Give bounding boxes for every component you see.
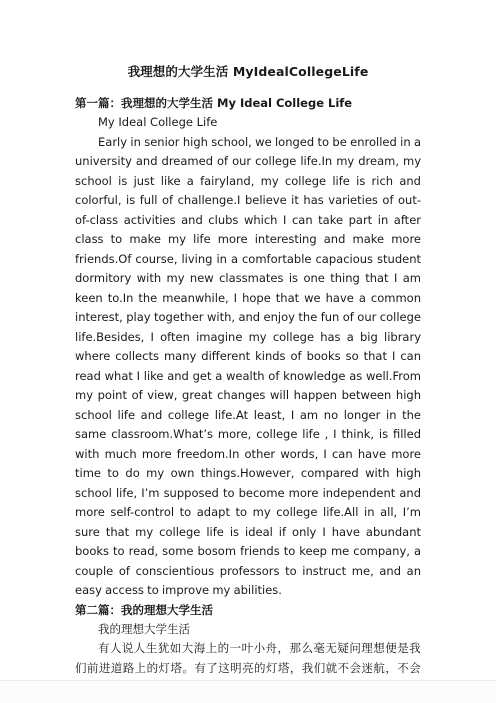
page-bottom-edge <box>0 680 496 703</box>
section-2-heading: 第二篇：我的理想大学生活 <box>75 602 213 617</box>
section-1-heading: 第一篇：我理想的大学生活 My Ideal College Life <box>75 96 353 110</box>
section-2-subtitle: 我的理想大学生活 <box>98 621 190 636</box>
document-body <box>75 94 421 698</box>
document-title: 我理想的大学生活 MyIdealCollegeLife <box>127 64 369 79</box>
section-2-paragraph: 有人说人生犹如大海上的一叶小舟，那么毫无疑问理想便是我们前进道路上的灯塔。有了这明亮的灯塔，我们就不会迷航，不会 <box>75 641 421 675</box>
section-1-subtitle: My Ideal College Life <box>98 115 218 129</box>
section-1-paragraph: Early in senior high school, we longed to be enrolled in a university and dreamed of our college life.In my dream, my school is just like a fairyland, my college life is rich and colorful, is full of challenge.I believe it has varieties of out-of-class activities and clubs which I can take part in after class to make my life more interesting and make more friends.Of course, living in a comfortable capacious student dormitory with my new classmates is one thing that I am keen to.In the meanwhile, I hope that we have a common interest, play together with, and enjoy the fun of our college life.Besides, I often imagine my college has a big library where collects many different kinds of books so that I can read what I like and get a wealth of knowledge as well.From my point of view, great changes will happen between high school life and college life.At least, I am no longer in the same classroom.What’s more, college life , I think, is filled with much more freedom.In other words, I can have more time to do my own things.However, compared with high school life, I’m supposed to become more independent and more self-control to adapt to my college life.All in all, I’m sure that my college life is ideal if only I have abundant books to read, some bosom friends to keep me company, a couple of conscientious professors to instruct me, and an easy access to improve my abilities. <box>75 134 421 597</box>
